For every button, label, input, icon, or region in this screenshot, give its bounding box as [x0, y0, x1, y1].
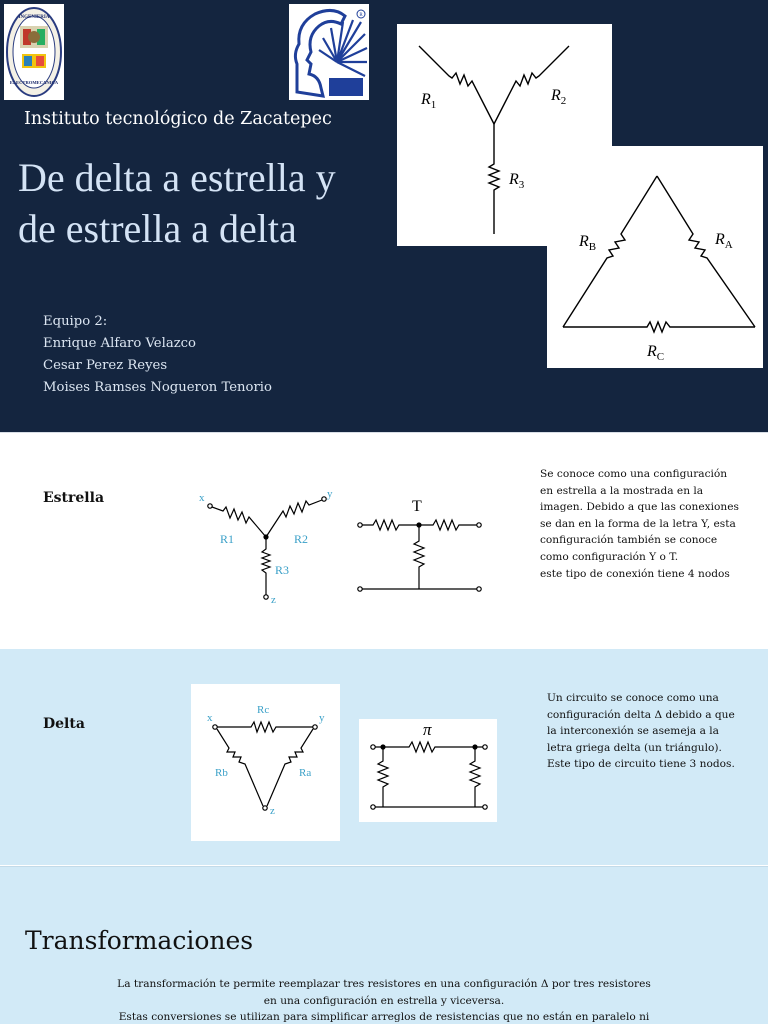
- title-line-2: de estrella a delta: [18, 206, 297, 251]
- delta-rb-label-small: Rb: [215, 767, 228, 779]
- team-member: Moises Ramses Nogueron Tenorio: [43, 380, 272, 395]
- description-line: en estrella a la mostrada en la: [540, 484, 704, 497]
- delta-diagram-panel: [547, 146, 763, 368]
- description-line: imagen. Debido a que las conexiones: [540, 501, 739, 514]
- pi-network-label: π: [423, 720, 432, 739]
- estrella-slide: [0, 432, 768, 649]
- star-z-label: z: [271, 594, 276, 605]
- tecnologico-logo: [289, 4, 369, 100]
- description-line: Este tipo de circuito tiene 3 nodos.: [547, 758, 735, 771]
- page-title: [18, 152, 388, 254]
- star-y-label: y: [327, 488, 333, 500]
- star-r2-label: R2: [294, 532, 309, 546]
- svg-text:ELECTROMECANICA: ELECTROMECANICA: [9, 80, 59, 85]
- delta-y-label: y: [319, 712, 325, 724]
- delta-rc-label-small: Rc: [257, 704, 270, 716]
- wye-r3-label: $R_3$: [509, 171, 525, 191]
- transformaciones-paragraph: [110, 976, 658, 1024]
- institute-name: Instituto tecnológico de Zacatepec: [24, 109, 332, 129]
- description-line: letra griega delta (un triángulo).: [547, 741, 722, 754]
- star-circuit-diagram: [193, 485, 493, 605]
- title-line-1: De delta a estrella y: [18, 155, 336, 200]
- description-line: configuración delta Δ debido a que: [547, 708, 735, 721]
- svg-text:R: R: [359, 13, 363, 18]
- delta-x-label: x: [207, 712, 213, 724]
- wye-r2-label: $R_2$: [551, 87, 567, 107]
- delta-rc-label: $R_C$: [647, 343, 665, 363]
- delta-description: [547, 690, 747, 773]
- star-r1-label: R1: [220, 532, 235, 546]
- description-line: configuración también se conoce: [540, 534, 718, 547]
- team-label: Equipo 2:: [43, 314, 108, 329]
- delta-ra-label: $R_A$: [715, 231, 733, 251]
- description-line: la interconexión se asemeja a la: [547, 725, 719, 738]
- delta-circuit-panel: [191, 684, 340, 841]
- transformaciones-slide: [0, 866, 768, 1024]
- electromecanica-logo: [4, 4, 64, 100]
- star-r3-label: R3: [275, 563, 290, 577]
- t-network-label: T: [412, 498, 422, 515]
- delta-ra-label-small: Ra: [299, 767, 312, 779]
- paragraph-line: La transformación te permite reemplazar tres resistores en una configuración Δ por tres resistores: [117, 978, 651, 990]
- team-member: Cesar Perez Reyes: [43, 358, 168, 373]
- description-line: se dan en la forma de la letra Y, esta: [540, 517, 736, 530]
- delta-heading: Delta: [43, 716, 85, 732]
- delta-slide: [0, 649, 768, 865]
- delta-z-label: z: [270, 805, 275, 817]
- estrella-heading: Estrella: [43, 490, 105, 506]
- star-x-label: x: [199, 492, 205, 504]
- title-slide: [0, 0, 768, 432]
- description-line: Se conoce como una configuración: [540, 468, 728, 480]
- description-line: Un circuito se conoce como una: [547, 692, 719, 704]
- transformaciones-heading: Transformaciones: [25, 926, 254, 955]
- team-list: [43, 311, 272, 399]
- paragraph-line: en una configuración en estrella y viceversa.: [263, 994, 505, 1007]
- description-line: como configuración Y o T.: [540, 550, 679, 563]
- pi-circuit-panel: [359, 719, 497, 822]
- svg-text:INGENIERIA: INGENIERIA: [18, 15, 50, 20]
- wye-r1-label: $R_1$: [421, 91, 437, 111]
- description-line: este tipo de conexión tiene 4 nodos: [540, 567, 730, 580]
- delta-rb-label: $R_B$: [579, 233, 597, 253]
- paragraph-line: Estas conversiones se utilizan para simplificar arreglos de resistencias que no están en paralelo ni: [118, 1011, 650, 1023]
- estrella-description: [540, 466, 740, 582]
- team-member: Enrique Alfaro Velazco: [43, 336, 196, 351]
